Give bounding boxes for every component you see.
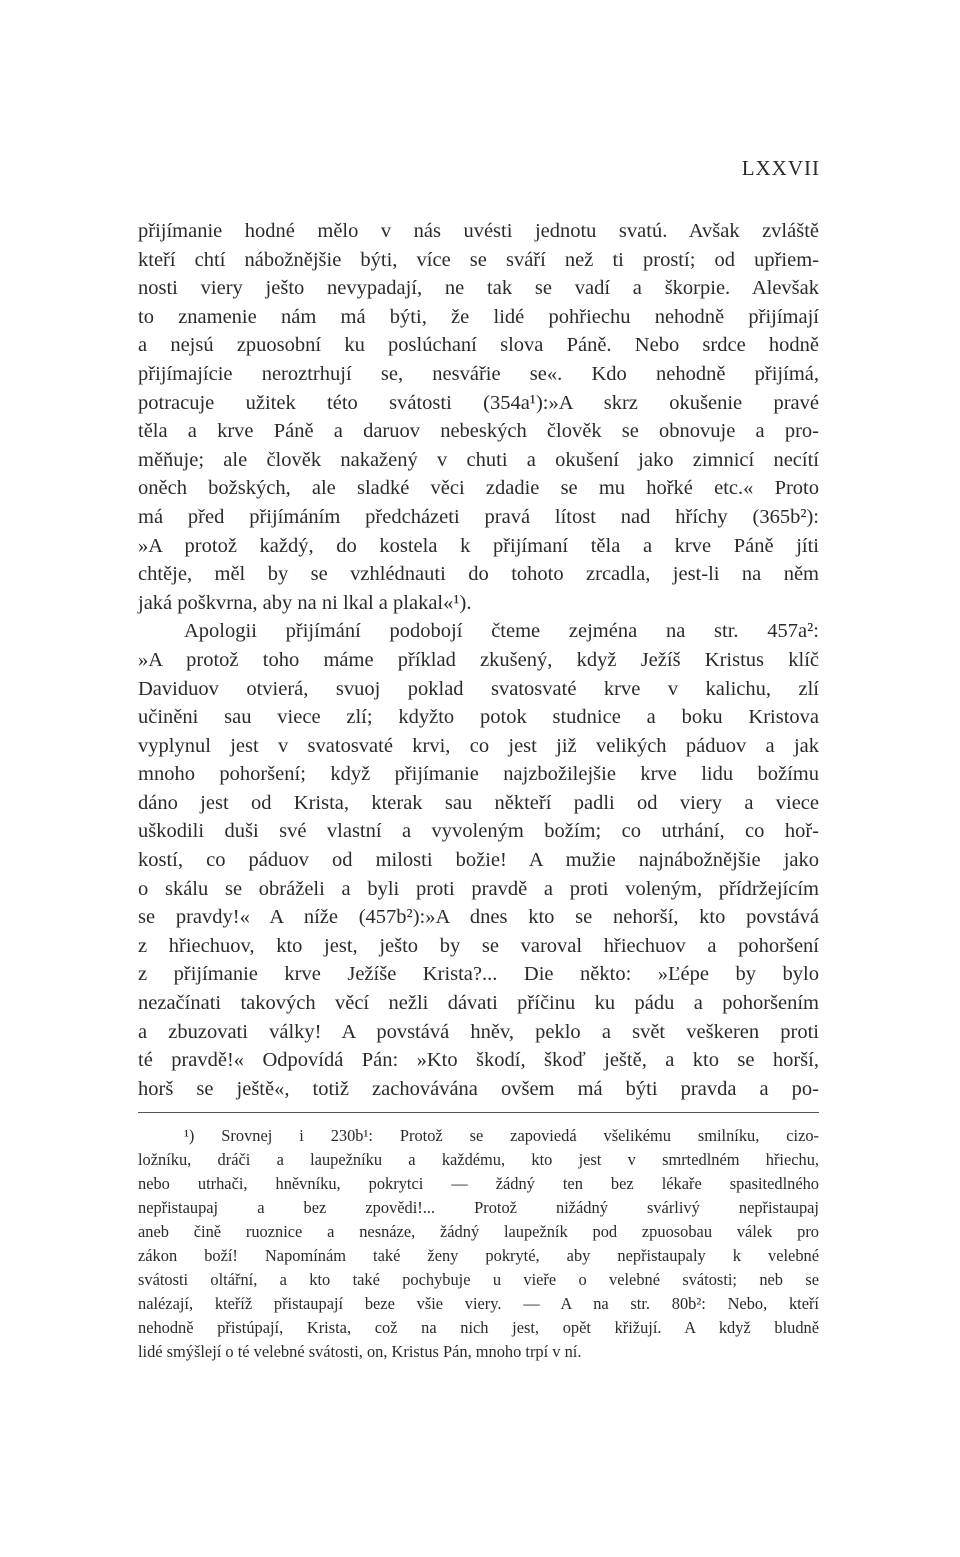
text-line: to znamenie nám má býti, že lidé pohřiechu nehodně přijímají xyxy=(138,305,819,328)
text-line: uškodili duši své vlastní a vyvoleným božím; co utrhání, co hoř- xyxy=(138,820,819,843)
text-line: nosti viery ješto nevypadají, ne tak se vadí a škorpie. Alevšak xyxy=(138,277,819,300)
text-line: učiněni sau viece zlí; kdyžto potok studnice a boku Kristova xyxy=(138,706,819,729)
text-line: dáno jest od Krista, kterak sau někteří padli od viery a viece xyxy=(138,791,819,814)
text-line: Apologii přijímání podobojí čteme zejména na str. 457a²: xyxy=(184,620,819,643)
text-line: měňuje; ale člověk nakažený v chuti a okušení jako zimnicí necítí xyxy=(138,448,819,471)
page-number: LXXVII xyxy=(741,156,820,180)
text-line: chtěje, měl by se vzhlédnauti do tohoto zrcadla, jest-li na něm xyxy=(138,563,819,586)
text-line: z přijímanie krve Ježíše Krista?... Die někto: »Ľépe by bylo xyxy=(138,963,819,986)
text-line: oněch božských, ale sladké věci zdadie se mu hořké etc.« Proto xyxy=(138,477,819,500)
text-line: kostí, co páduov od milosti božie! A mužie najnábožnějšie jako xyxy=(138,849,819,872)
footnote-line: svátosti oltářní, a kto také pochybuje u vieře o velebné svátosti; neb se xyxy=(138,1270,819,1289)
text-line: »A protož toho máme příklad zkušený, když Ježíš Kristus klíč xyxy=(138,648,819,671)
footnote-line: nebo utrhači, hněvníku, pokrytci — žádný ten bez lékaře spasitedlného xyxy=(138,1174,819,1193)
text-line: těla a krve Páně a daruov nebeských člověk se obnovuje a pro- xyxy=(138,420,819,443)
text-line: horš se ještě«, totiž zachovávána ovšem má býti pravda a po- xyxy=(138,1077,819,1100)
text-line: »A protož každý, do kostela k přijímaní těla a krve Páně jíti xyxy=(138,534,819,557)
footnote-line: nalézají, kteříž přistaupají beze všie viery. — A na str. 80b²: Nebo, kteří xyxy=(138,1294,819,1313)
text-line: přijímajície neroztrhují se, nesvářie se«. Kdo nehodně přijímá, xyxy=(138,362,819,385)
footnote-line: ¹) Srovnej i 230b¹: Protož se zapoviedá všelikému smilníku, cizo- xyxy=(184,1126,819,1145)
text-line: o skálu se obráželi a byli proti pravdě a proti voleným, přídržejícím xyxy=(138,877,819,900)
text-line: a nejsú zpuosobní ku poslúchaní slova Páně. Nebo srdce hodně xyxy=(138,334,819,357)
text-line: mnoho pohoršení; když přijímanie najzbožilejšie krve lidu božímu xyxy=(138,763,819,786)
text-line: z hřiechuov, kto jest, ješto by se varoval hřiechuov a pohoršení xyxy=(138,934,819,957)
footnote-divider xyxy=(138,1112,819,1113)
footnote-line: ložníku, dráči a laupežníku a každému, kto jest v smrtedlném hřiechu, xyxy=(138,1150,819,1169)
text-line: Daviduov otvierá, svuoj poklad svatosvaté krve v kalichu, zlí xyxy=(138,677,819,700)
footnote-line: aneb čině ruoznice a nesnáze, žádný laupežník pod zpuosobau válek pro xyxy=(138,1222,819,1241)
text-line: se pravdy!« A níže (457b²):»A dnes kto se nehorší, kto povstává xyxy=(138,906,819,929)
footnote-line: nehodně přistúpají, Krista, což na nich jest, opět křižují. A když bludně xyxy=(138,1318,819,1337)
text-line: té pravdě!« Odpovídá Pán: »Kto škodí, škoď ještě, a kto se horší, xyxy=(138,1049,819,1072)
text-line: jaká poškvrna, aby na ni lkal a plakal«¹). xyxy=(138,591,472,614)
footnote-line: nepřistaupaj a bez zpovědi!... Protož nižádný svárlivý nepřistaupaj xyxy=(138,1198,819,1217)
footnote-line: zákon boží! Napomínám také ženy pokryté, aby nepřistaupaly k velebné xyxy=(138,1246,819,1265)
text-line: přijímanie hodné mělo v nás uvésti jednotu svatú. Avšak zvláště xyxy=(138,220,819,242)
footnotes xyxy=(138,1124,819,1364)
body-text xyxy=(138,217,819,1103)
text-line: má před přijímáním předcházeti pravá lítost nad hříchy (365b²): xyxy=(138,505,819,528)
text-line: potracuje užitek této svátosti (354a¹):»A skrz okušenie pravé xyxy=(138,391,819,414)
text-line: nezačínati takových věcí nežli dávati příčinu ku pádu a pohoršením xyxy=(138,992,819,1015)
text-line: a zbuzovati války! A povstává hněv, peklo a svět veškeren proti xyxy=(138,1020,819,1043)
text-line: kteří chtí nábožnějšie býti, více se sváří než ti prostí; od upřiem- xyxy=(138,248,819,271)
text-line: vyplynul jest v svatosvaté krvi, co jest již velikých páduov a jak xyxy=(138,734,819,757)
footnote-line: lidé smýšlejí o té velebné svátosti, on, Kristus Pán, mnoho trpí v ní. xyxy=(138,1342,582,1361)
